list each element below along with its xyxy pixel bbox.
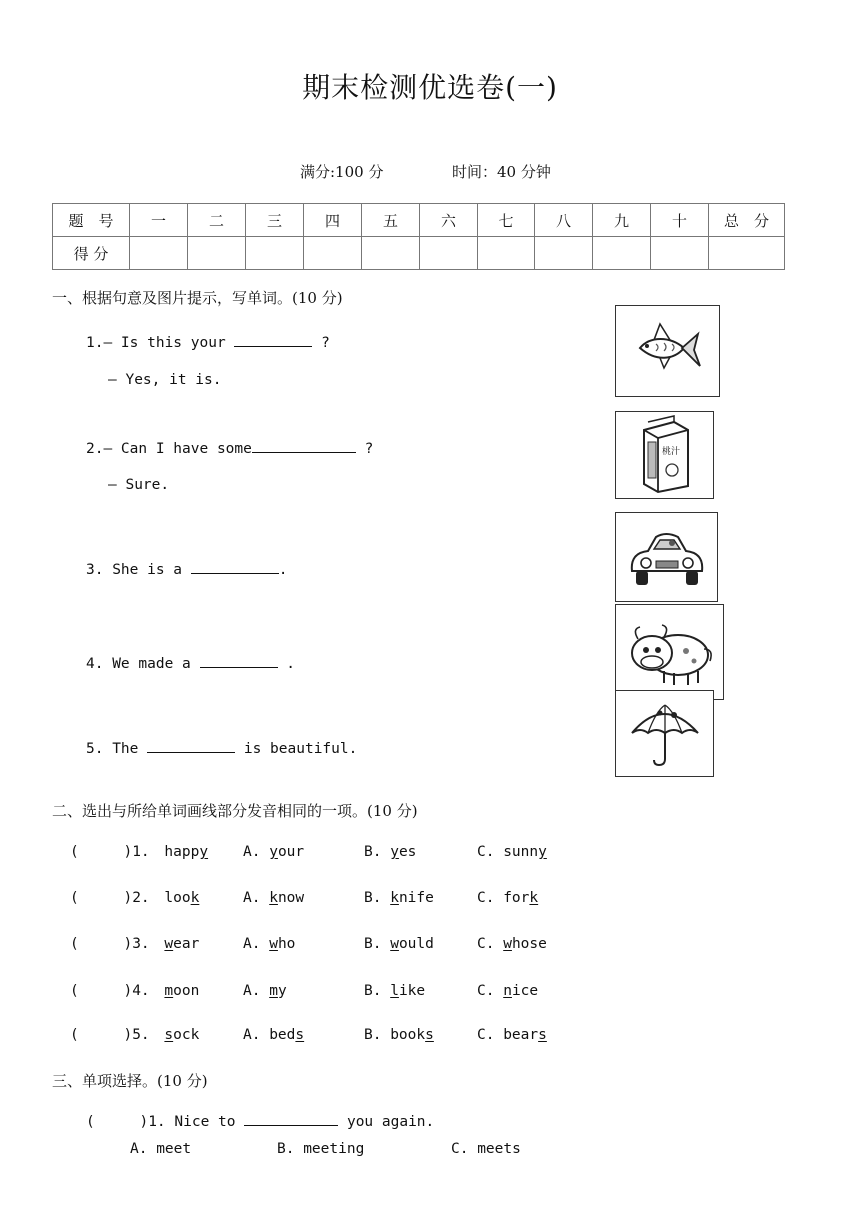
score-input-cell[interactable] [362, 237, 420, 270]
option-c[interactable] [477, 983, 538, 999]
score-input-cell[interactable] [188, 237, 246, 270]
juice-box-picture [615, 411, 714, 499]
car-picture [615, 512, 718, 602]
option-b[interactable] [364, 890, 434, 906]
underlined-part: s [164, 1027, 174, 1043]
score-table-cell: 六 [420, 204, 478, 237]
question-4 [86, 652, 295, 672]
section3-heading: 三、单项选择。(10 分) [52, 1072, 208, 1090]
option-letter: C. [477, 890, 495, 906]
underlined-part: k [190, 890, 200, 906]
option-a[interactable] [243, 1027, 304, 1043]
question-text: . [278, 562, 288, 578]
score-table-header-row [53, 204, 785, 237]
score-table-cell: 一 [130, 204, 188, 237]
underlined-part: y [269, 844, 278, 860]
word-part: ice [511, 983, 539, 999]
option-c[interactable] [477, 890, 538, 906]
question-text: 3. She is a [86, 562, 183, 578]
score-table-cell: 十 [651, 204, 709, 237]
cow-icon [616, 605, 723, 699]
word-part: ock [173, 1027, 200, 1043]
score-table-cell: 五 [362, 204, 420, 237]
phonics-row-4 [70, 983, 199, 999]
question-text: is beautiful. [243, 741, 358, 757]
score-input-cell[interactable] [478, 237, 535, 270]
choice-question-1 [86, 1110, 434, 1130]
score-table [52, 203, 785, 270]
option-a[interactable] [243, 844, 304, 860]
umbrella-picture [615, 690, 714, 777]
underlined-part: w [390, 936, 399, 952]
option-a[interactable] [243, 890, 304, 906]
word-part: ear [173, 936, 200, 952]
fish-picture [615, 305, 720, 397]
answer-blank [244, 1110, 338, 1126]
underlined-part: k [529, 890, 539, 906]
word-part: ould [398, 936, 434, 952]
option-a[interactable] [243, 936, 295, 952]
open-paren: ( [70, 844, 79, 860]
option-letter: B. [364, 983, 382, 999]
juice-label: 桃汁 [662, 447, 681, 457]
score-table-cell: 四 [304, 204, 362, 237]
option-letter: C. [477, 844, 495, 860]
page-title: 期末检测优选卷(一) [302, 71, 558, 104]
option-letter: B. [364, 890, 382, 906]
option-b[interactable] [364, 936, 434, 952]
option-letter: C. [477, 1027, 495, 1043]
underlined-part: y [538, 844, 547, 860]
word-part: loo [164, 890, 191, 906]
juice-box-icon [616, 412, 713, 498]
score-table-cell: 二 [188, 204, 246, 237]
score-table-cell: 总 分 [709, 204, 785, 237]
score-row-label: 得 分 [53, 237, 130, 270]
question-text: . [286, 656, 295, 672]
underlined-part: m [269, 983, 278, 999]
option-letter: A. [243, 844, 261, 860]
option-letter: A. [243, 1027, 261, 1043]
underlined-part: w [164, 936, 174, 952]
underlined-part: l [390, 983, 399, 999]
full-score-label: 满分:100 分 [300, 163, 384, 181]
section2-heading: 二、选出与所给单词画线部分发音相同的一项。(10 分) [52, 802, 418, 820]
word-part: hose [511, 936, 547, 952]
score-input-cell[interactable] [535, 237, 593, 270]
option-letter: C. [477, 983, 495, 999]
section1-heading: 一、根据句意及图片提示，写单词。(10 分) [52, 289, 343, 307]
word-part: our [277, 844, 305, 860]
option-letter: A. [243, 936, 261, 952]
open-paren: ( [86, 1114, 95, 1130]
question-3 [86, 558, 288, 578]
answer-blank[interactable] [191, 558, 279, 574]
question-text: 4. We made a [86, 656, 191, 672]
word-part: oon [173, 983, 200, 999]
car-icon [616, 513, 717, 601]
question-1-line1 [86, 331, 330, 351]
option-a[interactable] [243, 983, 287, 999]
answer-blank[interactable] [234, 331, 312, 347]
score-table-cell: 题 号 [53, 204, 130, 237]
item-number: )5. [123, 1027, 150, 1043]
option-letter: A. [243, 983, 261, 999]
score-input-cell[interactable] [304, 237, 362, 270]
fish-icon [616, 306, 719, 396]
option-letter: C. [477, 936, 495, 952]
option-letter: A. [243, 890, 261, 906]
score-input-cell[interactable] [709, 237, 785, 270]
underlined-part: w [503, 936, 512, 952]
word-part: now [277, 890, 305, 906]
option-letter: B. [364, 936, 382, 952]
question-2-line1 [86, 437, 373, 457]
question-text: 2.— Can I have some [86, 441, 252, 457]
answer-blank[interactable] [252, 437, 356, 453]
item-number: )3. [123, 936, 150, 952]
umbrella-icon [616, 691, 713, 776]
question-2-line2: — Sure. [108, 477, 170, 493]
choice-option-a[interactable]: A. meet [130, 1141, 192, 1157]
word-part: bed [269, 1027, 296, 1043]
item-number: )1. [123, 844, 150, 860]
open-paren: ( [70, 936, 79, 952]
score-input-cell[interactable] [420, 237, 478, 270]
phonics-row-3 [70, 936, 199, 952]
option-c[interactable] [477, 844, 547, 860]
option-letter: B. [364, 1027, 382, 1043]
option-b[interactable] [364, 983, 425, 999]
option-c[interactable] [477, 1027, 547, 1043]
word-part: nife [398, 890, 434, 906]
question-text: 1.— Is this your [86, 335, 226, 351]
given-word [164, 890, 199, 906]
choice-option-b[interactable]: B. meeting [277, 1141, 365, 1157]
underlined-part: s [538, 1027, 547, 1043]
phonics-row-1 [70, 844, 208, 860]
question-text: you again. [346, 1114, 435, 1130]
underlined-part: w [269, 936, 278, 952]
underlined-part: y [390, 844, 399, 860]
word-part: ike [398, 983, 426, 999]
open-paren: ( [70, 1027, 79, 1043]
question-text: ? [364, 441, 374, 457]
underlined-part: s [295, 1027, 305, 1043]
given-word [164, 844, 208, 860]
underlined-part: k [269, 890, 278, 906]
score-table-cell: 三 [246, 204, 304, 237]
question-text: 5. The [86, 741, 139, 757]
option-c[interactable] [477, 936, 547, 952]
score-table-cell: 七 [478, 204, 535, 237]
word-part: ho [277, 936, 296, 952]
item-number: )4. [123, 983, 150, 999]
word-part: happ [164, 844, 200, 860]
word-part: bear [503, 1027, 539, 1043]
score-input-cell[interactable] [593, 237, 651, 270]
given-word [164, 936, 199, 952]
open-paren: ( [70, 983, 79, 999]
score-table-cell: 八 [535, 204, 593, 237]
word-part: es [398, 844, 417, 860]
choice-option-c[interactable]: C. meets [451, 1141, 521, 1157]
option-letter: B. [364, 844, 382, 860]
score-input-cell[interactable] [130, 237, 188, 270]
word-part: y [277, 983, 287, 999]
item-number: )2. [123, 890, 150, 906]
time-label: 时间：40 分钟 [452, 163, 551, 181]
underlined-part: m [164, 983, 174, 999]
word-part: book [390, 1027, 426, 1043]
given-word [164, 983, 199, 999]
question-text: ? [321, 335, 330, 351]
word-part: for [503, 890, 530, 906]
underlined-part: y [199, 844, 209, 860]
underlined-part: k [390, 890, 399, 906]
phonics-row-2 [70, 890, 199, 906]
question-text: )1. Nice to [139, 1114, 236, 1130]
option-b[interactable] [364, 844, 416, 860]
answer-blank[interactable] [147, 737, 235, 753]
score-input-cell[interactable] [246, 237, 304, 270]
cow-picture [615, 604, 724, 700]
answer-blank[interactable] [200, 652, 278, 668]
question-1-line2: — Yes, it is. [108, 372, 222, 388]
word-part: sunn [503, 844, 539, 860]
score-input-cell[interactable] [651, 237, 709, 270]
given-word [164, 1027, 199, 1043]
score-table-cell: 九 [593, 204, 651, 237]
option-b[interactable] [364, 1027, 434, 1043]
phonics-row-5 [70, 1027, 199, 1043]
score-table-score-row [53, 237, 785, 270]
underlined-part: n [503, 983, 512, 999]
underlined-part: s [425, 1027, 434, 1043]
question-5 [86, 737, 357, 757]
open-paren: ( [70, 890, 79, 906]
